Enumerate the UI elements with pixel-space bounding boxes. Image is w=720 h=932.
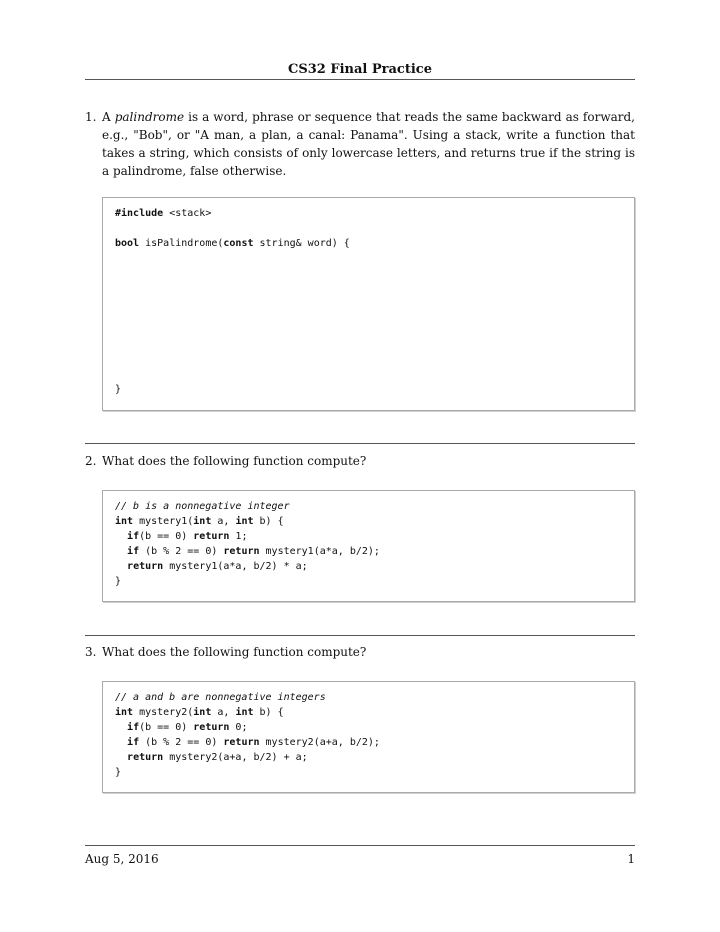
footer-rule xyxy=(85,845,635,846)
code-text: 0; xyxy=(229,722,248,733)
code-line-include xyxy=(115,206,211,221)
code-comment: // b is a nonnegative integer xyxy=(115,501,290,512)
code-text: (b == 0) xyxy=(139,722,194,733)
code-text: } xyxy=(115,576,122,587)
question-1-number: 1. xyxy=(85,110,97,124)
code-keyword: return xyxy=(127,752,164,763)
section-rule xyxy=(85,635,635,636)
code-text: (b % 2 == 0) xyxy=(139,546,224,557)
code-text: mystery1(a*a, b/2) * a; xyxy=(163,561,308,572)
code-text: 1; xyxy=(229,531,248,542)
code-line-closing-brace xyxy=(115,382,121,397)
code-keyword: return xyxy=(193,722,230,733)
code-text: mystery2(a+a, b/2); xyxy=(259,737,380,748)
code-text: mystery2(a+a, b/2) + a; xyxy=(163,752,308,763)
code-text: string& word) { xyxy=(253,238,350,249)
question-1-text-prefix: A xyxy=(102,110,115,124)
footer-date: Aug 5, 2016 xyxy=(85,852,159,866)
code-line-signature xyxy=(115,236,350,251)
code-text: } xyxy=(115,767,122,778)
code-keyword: return xyxy=(193,531,230,542)
question-1-text-rest: is a word, phrase or sequence that reads the same backward as forward, e.g., "Bob", or "A man, a plan, a canal: Panama". Using a stack, write a function that takes a string, which consists of only lowercase letters, and returns true if the string is a palindrome, false otherwise. xyxy=(102,110,635,178)
code-keyword: if xyxy=(127,531,140,542)
code-text: b) { xyxy=(253,707,284,718)
code-keyword: if xyxy=(127,737,140,748)
code-keyword: if xyxy=(127,546,140,557)
answer-code-box-1[interactable] xyxy=(102,197,635,411)
code-block-mystery2 xyxy=(115,690,380,780)
code-keyword: int xyxy=(115,516,134,527)
code-keyword: int xyxy=(193,707,212,718)
question-1-text xyxy=(102,108,635,180)
code-text: mystery1(a*a, b/2); xyxy=(259,546,380,557)
code-text: a, xyxy=(211,707,236,718)
code-keyword: return xyxy=(223,546,260,557)
code-box-mystery1 xyxy=(102,490,635,602)
code-keyword: return xyxy=(127,561,164,572)
code-keyword: int xyxy=(193,516,212,527)
code-text: mystery1( xyxy=(133,516,194,527)
code-keyword: bool xyxy=(115,238,140,249)
code-keyword: return xyxy=(223,737,260,748)
code-text: } xyxy=(115,384,122,395)
code-box-mystery2 xyxy=(102,681,635,793)
code-text: a, xyxy=(211,516,236,527)
question-2-number: 2. xyxy=(85,454,97,468)
code-comment: // a and b are nonnegative integers xyxy=(115,692,326,703)
code-keyword: if xyxy=(127,722,140,733)
header-rule xyxy=(85,79,635,80)
code-text: (b == 0) xyxy=(139,531,194,542)
question-3-text: What does the following function compute? xyxy=(102,645,367,659)
page-number: 1 xyxy=(627,852,635,866)
code-text: mystery2( xyxy=(133,707,194,718)
code-keyword: int xyxy=(115,707,134,718)
code-keyword: #include xyxy=(115,208,164,219)
code-block-mystery1 xyxy=(115,499,380,589)
question-3-number: 3. xyxy=(85,645,97,659)
question-2-text: What does the following function compute? xyxy=(102,454,367,468)
code-text: (b % 2 == 0) xyxy=(139,737,224,748)
section-rule xyxy=(85,443,635,444)
code-keyword: int xyxy=(235,516,254,527)
code-text: <stack> xyxy=(163,208,212,219)
code-text: b) { xyxy=(253,516,284,527)
code-keyword: int xyxy=(235,707,254,718)
code-keyword: const xyxy=(223,238,254,249)
question-1-emphasis: palindrome xyxy=(114,110,185,124)
code-text: isPalindrome( xyxy=(139,238,224,249)
page-title: CS32 Final Practice xyxy=(288,62,432,77)
